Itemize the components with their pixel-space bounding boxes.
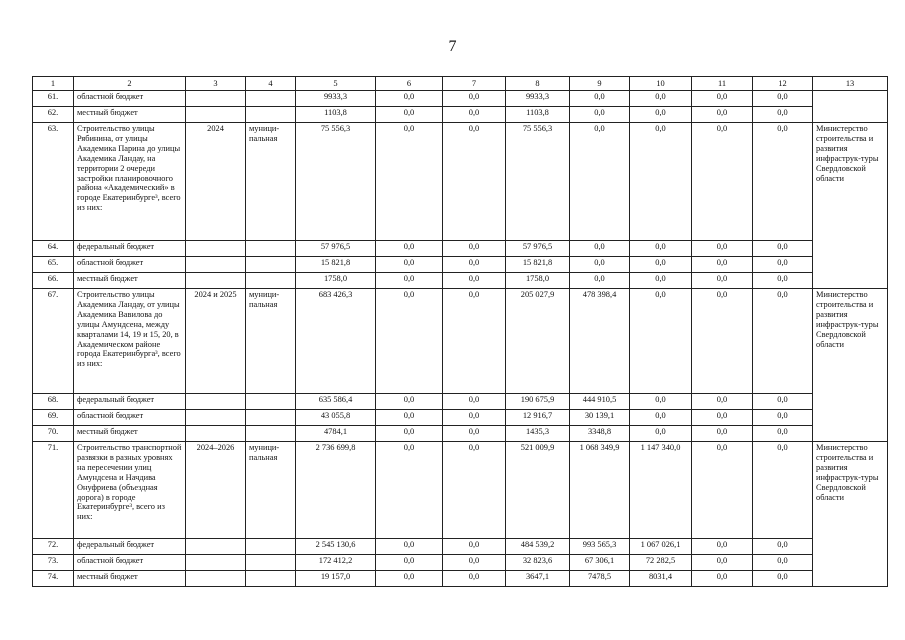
amount-col-12: 0,0 xyxy=(753,241,813,257)
implementation-period xyxy=(186,107,246,123)
significance-level: муници-пальная xyxy=(246,442,296,539)
responsible-executor: Министерство строительства и развития инфраструк-туры Свердловской области xyxy=(813,123,888,289)
amount-col-12: 0,0 xyxy=(753,107,813,123)
total-amount: 9933,3 xyxy=(296,91,376,107)
amount-col-11: 0,0 xyxy=(692,289,753,394)
amount-col-9: 478 398,4 xyxy=(570,289,630,394)
amount-col-6: 0,0 xyxy=(376,91,443,107)
amount-col-7: 0,0 xyxy=(443,107,506,123)
amount-col-7: 0,0 xyxy=(443,241,506,257)
item-name: местный бюджет xyxy=(74,273,186,289)
amount-col-10: 1 147 340,0 xyxy=(630,442,692,539)
row-number: 64. xyxy=(33,241,74,257)
implementation-period xyxy=(186,394,246,410)
item-name: местный бюджет xyxy=(74,107,186,123)
amount-col-6: 0,0 xyxy=(376,442,443,539)
amount-col-10: 8031,4 xyxy=(630,571,692,587)
total-amount: 1103,8 xyxy=(296,107,376,123)
total-amount: 1758,0 xyxy=(296,273,376,289)
significance-level xyxy=(246,539,296,555)
implementation-period xyxy=(186,273,246,289)
amount-col-7: 0,0 xyxy=(443,289,506,394)
amount-col-9: 67 306,1 xyxy=(570,555,630,571)
column-header: 13 xyxy=(813,77,888,91)
table-row xyxy=(33,91,888,107)
amount-col-7: 0,0 xyxy=(443,257,506,273)
total-amount: 172 412,2 xyxy=(296,555,376,571)
amount-col-10: 1 067 026,1 xyxy=(630,539,692,555)
row-number: 61. xyxy=(33,91,74,107)
significance-level xyxy=(246,273,296,289)
responsible-executor: Министерство строительства и развития инфраструк-туры Свердловской области xyxy=(813,289,888,442)
column-header: 3 xyxy=(186,77,246,91)
row-number: 73. xyxy=(33,555,74,571)
amount-col-12: 0,0 xyxy=(753,257,813,273)
amount-col-6: 0,0 xyxy=(376,257,443,273)
amount-col-10: 0,0 xyxy=(630,91,692,107)
table-row xyxy=(33,107,888,123)
table-row xyxy=(33,555,888,571)
amount-col-6: 0,0 xyxy=(376,410,443,426)
amount-col-9: 0,0 xyxy=(570,241,630,257)
amount-col-6: 0,0 xyxy=(376,394,443,410)
row-number: 69. xyxy=(33,410,74,426)
amount-col-12: 0,0 xyxy=(753,555,813,571)
amount-col-7: 0,0 xyxy=(443,273,506,289)
amount-col-6: 0,0 xyxy=(376,426,443,442)
amount-col-10: 0,0 xyxy=(630,289,692,394)
significance-level xyxy=(246,107,296,123)
table-row xyxy=(33,539,888,555)
amount-col-8: 205 027,9 xyxy=(506,289,570,394)
amount-col-7: 0,0 xyxy=(443,410,506,426)
amount-col-7: 0,0 xyxy=(443,123,506,241)
header-row xyxy=(33,77,888,91)
amount-col-7: 0,0 xyxy=(443,539,506,555)
amount-col-9: 0,0 xyxy=(570,257,630,273)
amount-col-10: 0,0 xyxy=(630,410,692,426)
amount-col-11: 0,0 xyxy=(692,442,753,539)
column-header: 8 xyxy=(506,77,570,91)
amount-col-11: 0,0 xyxy=(692,257,753,273)
amount-col-7: 0,0 xyxy=(443,555,506,571)
implementation-period: 2024 и 2025 xyxy=(186,289,246,394)
column-header: 11 xyxy=(692,77,753,91)
amount-col-12: 0,0 xyxy=(753,91,813,107)
implementation-period: 2024–2026 xyxy=(186,442,246,539)
amount-col-6: 0,0 xyxy=(376,241,443,257)
amount-col-11: 0,0 xyxy=(692,273,753,289)
significance-level xyxy=(246,410,296,426)
item-name: федеральный бюджет xyxy=(74,539,186,555)
amount-col-8: 1103,8 xyxy=(506,107,570,123)
amount-col-10: 0,0 xyxy=(630,107,692,123)
total-amount: 635 586,4 xyxy=(296,394,376,410)
amount-col-10: 0,0 xyxy=(630,241,692,257)
table-body xyxy=(33,77,888,587)
item-name: федеральный бюджет xyxy=(74,394,186,410)
amount-col-10: 0,0 xyxy=(630,426,692,442)
item-name: местный бюджет xyxy=(74,426,186,442)
amount-col-9: 993 565,3 xyxy=(570,539,630,555)
amount-col-10: 0,0 xyxy=(630,394,692,410)
item-name: областной бюджет xyxy=(74,555,186,571)
item-name: Строительство транспортной развязки в разных уровнях на пересечении улиц Амундсена и Начдива Онуфриева (объездная дорога) в городе Екатеринбурге³, всего из них: xyxy=(74,442,186,539)
significance-level xyxy=(246,426,296,442)
amount-col-8: 190 675,9 xyxy=(506,394,570,410)
amount-col-6: 0,0 xyxy=(376,123,443,241)
item-name: местный бюджет xyxy=(74,571,186,587)
amount-col-7: 0,0 xyxy=(443,426,506,442)
amount-col-12: 0,0 xyxy=(753,410,813,426)
table-row xyxy=(33,571,888,587)
amount-col-9: 444 910,5 xyxy=(570,394,630,410)
item-name: федеральный бюджет xyxy=(74,241,186,257)
total-amount: 19 157,0 xyxy=(296,571,376,587)
row-number: 70. xyxy=(33,426,74,442)
column-header: 10 xyxy=(630,77,692,91)
item-name: областной бюджет xyxy=(74,257,186,273)
amount-col-8: 12 916,7 xyxy=(506,410,570,426)
table-row xyxy=(33,426,888,442)
amount-col-6: 0,0 xyxy=(376,555,443,571)
significance-level xyxy=(246,394,296,410)
amount-col-9: 0,0 xyxy=(570,107,630,123)
amount-col-8: 484 539,2 xyxy=(506,539,570,555)
amount-col-8: 9933,3 xyxy=(506,91,570,107)
amount-col-11: 0,0 xyxy=(692,571,753,587)
amount-col-11: 0,0 xyxy=(692,91,753,107)
amount-col-12: 0,0 xyxy=(753,539,813,555)
column-header: 6 xyxy=(376,77,443,91)
table-row xyxy=(33,123,888,241)
amount-col-9: 0,0 xyxy=(570,273,630,289)
significance-level xyxy=(246,571,296,587)
column-header: 12 xyxy=(753,77,813,91)
amount-col-9: 0,0 xyxy=(570,91,630,107)
amount-col-9: 0,0 xyxy=(570,123,630,241)
column-header: 1 xyxy=(33,77,74,91)
amount-col-8: 57 976,5 xyxy=(506,241,570,257)
significance-level: муници-пальная xyxy=(246,123,296,241)
table-row xyxy=(33,289,888,394)
item-name: областной бюджет xyxy=(74,410,186,426)
item-name: Строительство улицы Рябинина, от улицы Академика Парина до улицы Академика Ландау, на территории 2 очереди застройки планировочного района «Академический» в городе Екатеринбурге³, всего из них: xyxy=(74,123,186,241)
total-amount: 2 736 699,8 xyxy=(296,442,376,539)
total-amount: 57 976,5 xyxy=(296,241,376,257)
significance-level xyxy=(246,91,296,107)
amount-col-6: 0,0 xyxy=(376,273,443,289)
amount-col-8: 15 821,8 xyxy=(506,257,570,273)
amount-col-12: 0,0 xyxy=(753,571,813,587)
row-number: 62. xyxy=(33,107,74,123)
total-amount: 683 426,3 xyxy=(296,289,376,394)
table-row xyxy=(33,241,888,257)
page-number: 7 xyxy=(448,38,457,55)
amount-col-8: 3647,1 xyxy=(506,571,570,587)
total-amount: 15 821,8 xyxy=(296,257,376,273)
amount-col-10: 0,0 xyxy=(630,123,692,241)
item-name: областной бюджет xyxy=(74,91,186,107)
total-amount: 2 545 130,6 xyxy=(296,539,376,555)
amount-col-12: 0,0 xyxy=(753,394,813,410)
amount-col-10: 0,0 xyxy=(630,273,692,289)
amount-col-9: 3348,8 xyxy=(570,426,630,442)
table-row xyxy=(33,394,888,410)
amount-col-11: 0,0 xyxy=(692,241,753,257)
total-amount: 75 556,3 xyxy=(296,123,376,241)
amount-col-11: 0,0 xyxy=(692,410,753,426)
amount-col-12: 0,0 xyxy=(753,442,813,539)
amount-col-11: 0,0 xyxy=(692,555,753,571)
amount-col-6: 0,0 xyxy=(376,289,443,394)
item-name: Строительство улицы Академика Ландау, от улицы Академика Вавилова до улицы Амундсена, между кварталами 14, 19 и 15, 20, в Академическом районе города Екатеринбурга³, всего из них: xyxy=(74,289,186,394)
significance-level: муници-пальная xyxy=(246,289,296,394)
amount-col-7: 0,0 xyxy=(443,442,506,539)
table-row xyxy=(33,442,888,539)
column-header: 9 xyxy=(570,77,630,91)
row-number: 66. xyxy=(33,273,74,289)
implementation-period xyxy=(186,555,246,571)
program-table xyxy=(32,76,888,587)
significance-level xyxy=(246,257,296,273)
amount-col-9: 30 139,1 xyxy=(570,410,630,426)
amount-col-7: 0,0 xyxy=(443,571,506,587)
amount-col-8: 75 556,3 xyxy=(506,123,570,241)
significance-level xyxy=(246,241,296,257)
responsible-executor: Министерство строительства и развития инфраструк-туры Свердловской области xyxy=(813,442,888,587)
amount-col-11: 0,0 xyxy=(692,394,753,410)
table-row xyxy=(33,257,888,273)
amount-col-9: 1 068 349,9 xyxy=(570,442,630,539)
table-row xyxy=(33,410,888,426)
row-number: 63. xyxy=(33,123,74,241)
total-amount: 43 055,8 xyxy=(296,410,376,426)
row-number: 65. xyxy=(33,257,74,273)
amount-col-7: 0,0 xyxy=(443,91,506,107)
column-header: 5 xyxy=(296,77,376,91)
row-number: 68. xyxy=(33,394,74,410)
amount-col-8: 521 009,9 xyxy=(506,442,570,539)
column-header: 7 xyxy=(443,77,506,91)
amount-col-11: 0,0 xyxy=(692,539,753,555)
column-header: 2 xyxy=(74,77,186,91)
row-number: 71. xyxy=(33,442,74,539)
total-amount: 4784,1 xyxy=(296,426,376,442)
implementation-period xyxy=(186,426,246,442)
amount-col-8: 1435,3 xyxy=(506,426,570,442)
row-number: 67. xyxy=(33,289,74,394)
row-number: 72. xyxy=(33,539,74,555)
amount-col-11: 0,0 xyxy=(692,426,753,442)
amount-col-12: 0,0 xyxy=(753,426,813,442)
amount-col-8: 1758,0 xyxy=(506,273,570,289)
implementation-period xyxy=(186,257,246,273)
amount-col-8: 32 823,6 xyxy=(506,555,570,571)
amount-col-12: 0,0 xyxy=(753,273,813,289)
implementation-period xyxy=(186,91,246,107)
amount-col-12: 0,0 xyxy=(753,123,813,241)
amount-col-9: 7478,5 xyxy=(570,571,630,587)
column-header: 4 xyxy=(246,77,296,91)
amount-col-6: 0,0 xyxy=(376,107,443,123)
amount-col-6: 0,0 xyxy=(376,571,443,587)
implementation-period xyxy=(186,571,246,587)
table-row xyxy=(33,273,888,289)
amount-col-6: 0,0 xyxy=(376,539,443,555)
implementation-period xyxy=(186,539,246,555)
amount-col-12: 0,0 xyxy=(753,289,813,394)
amount-col-11: 0,0 xyxy=(692,123,753,241)
amount-col-11: 0,0 xyxy=(692,107,753,123)
implementation-period xyxy=(186,410,246,426)
row-number: 74. xyxy=(33,571,74,587)
significance-level xyxy=(246,555,296,571)
implementation-period xyxy=(186,241,246,257)
amount-col-10: 0,0 xyxy=(630,257,692,273)
amount-col-10: 72 282,5 xyxy=(630,555,692,571)
responsible-executor xyxy=(813,91,888,123)
implementation-period: 2024 xyxy=(186,123,246,241)
amount-col-7: 0,0 xyxy=(443,394,506,410)
